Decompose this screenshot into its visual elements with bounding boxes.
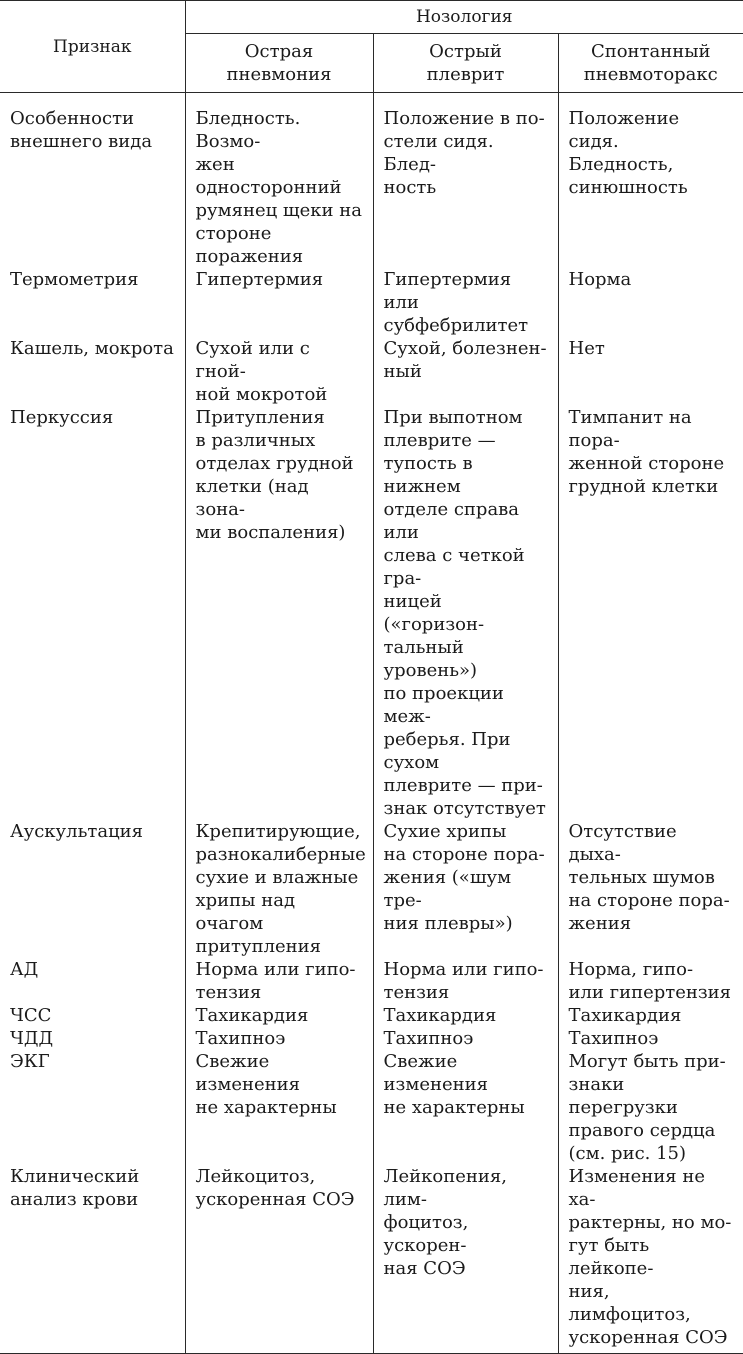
table-row (0, 958, 743, 1004)
cell-text: АД (0, 958, 185, 981)
cell-text: Положение сидя. Бледность, синюшность (559, 107, 743, 199)
cell-text: Бледность. Возмо- жен односторонний румянец щеки на стороне поражения (186, 107, 373, 268)
table-body (0, 93, 743, 1354)
cell-text: Могут быть при- знаки перегрузки правого сердца (см. рис. 15) (559, 1050, 743, 1165)
nosology-header-label: Нозология (416, 7, 513, 27)
column-header-pneumonia (185, 34, 373, 93)
pleurisy-cell (373, 1004, 558, 1027)
cell-text: Норма, гипо- или гипертензия (559, 958, 743, 1004)
pneumothorax-cell (558, 820, 743, 958)
cell-text: Лейкоцитоз, ускоренная СОЭ (186, 1165, 373, 1211)
column-header-label: Острый плеврит (374, 40, 558, 86)
cell-text: Перкуссия (0, 406, 185, 429)
cell-text: Нет (559, 337, 743, 360)
sign-cell (0, 820, 185, 958)
pneumonia-cell (185, 93, 373, 269)
pneumothorax-cell (558, 268, 743, 337)
cell-text: Тахипноэ (186, 1027, 373, 1050)
cell-text: Клинический анализ крови (0, 1165, 185, 1211)
pleurisy-cell (373, 268, 558, 337)
sign-cell (0, 958, 185, 1004)
cell-text: ЧДД (0, 1027, 185, 1050)
table-row (0, 93, 743, 269)
pleurisy-cell (373, 958, 558, 1004)
column-header-pleurisy (373, 34, 558, 93)
sign-header-label: Признак (53, 37, 131, 57)
cell-text: Крепитирующие, разнокалиберные сухие и влажные хрипы над очагом притупления (186, 820, 373, 958)
cell-text: Норма (559, 268, 743, 291)
sign-cell (0, 1004, 185, 1027)
pneumonia-cell (185, 820, 373, 958)
table-row (0, 1165, 743, 1354)
pneumonia-cell (185, 1050, 373, 1165)
cell-text: Положение в по- стели сидя. Блед- ность (374, 107, 558, 199)
cell-text: Свежие изменения не характерны (374, 1050, 558, 1119)
cell-text: Отсутствие дыха- тельных шумов на стороне пора- жения (559, 820, 743, 935)
cell-text: Особенности внешнего вида (0, 107, 185, 153)
pneumothorax-cell (558, 1165, 743, 1354)
cell-text: Тимпанит на пора- женной стороне грудной клетки (559, 406, 743, 498)
cell-text: Тахипноэ (559, 1027, 743, 1050)
cell-text: При выпотном плеврите — тупость в нижнем отделе справа или слева с четкой гра- ницей («горизон- тальный уровень») по проекции меж- реберья. При сухом плеврите — при- знак отсутствует (374, 406, 558, 820)
pleurisy-cell (373, 1027, 558, 1050)
pneumonia-cell (185, 958, 373, 1004)
sign-cell (0, 93, 185, 269)
pleurisy-cell (373, 1165, 558, 1354)
sign-column-header (0, 1, 185, 93)
pleurisy-cell (373, 337, 558, 406)
cell-text: Тахипноэ (374, 1027, 558, 1050)
pneumonia-cell (185, 1004, 373, 1027)
table-header (0, 1, 743, 93)
table-row (0, 268, 743, 337)
pleurisy-cell (373, 406, 558, 820)
pneumonia-cell (185, 337, 373, 406)
pneumonia-cell (185, 268, 373, 337)
table-row (0, 1027, 743, 1050)
cell-text: Тахикардия (559, 1004, 743, 1027)
pneumothorax-cell (558, 1004, 743, 1027)
table-row (0, 1004, 743, 1027)
sign-cell (0, 1050, 185, 1165)
cell-text: Термометрия (0, 268, 185, 291)
pneumothorax-cell (558, 93, 743, 269)
cell-text: Сухой или с гной- ной мокротой (186, 337, 373, 406)
pneumonia-cell (185, 1165, 373, 1354)
table-row (0, 406, 743, 820)
pneumothorax-cell (558, 1050, 743, 1165)
sign-cell (0, 1027, 185, 1050)
column-header-pneumothorax (558, 34, 743, 93)
column-header-label: Острая пневмония (186, 40, 373, 86)
pneumothorax-cell (558, 1027, 743, 1050)
cell-text: Гипертермия или субфебрилитет (374, 268, 558, 337)
cell-text: Сухой, болезнен- ный (374, 337, 558, 383)
pneumothorax-cell (558, 958, 743, 1004)
pneumonia-cell (185, 1027, 373, 1050)
pneumothorax-cell (558, 406, 743, 820)
cell-text: Притупления в различных отделах грудной клетки (над зона- ми воспаления) (186, 406, 373, 544)
cell-text: Гипертермия (186, 268, 373, 291)
pleurisy-cell (373, 820, 558, 958)
table-row (0, 1050, 743, 1165)
pleurisy-cell (373, 1050, 558, 1165)
header-row-group (0, 1, 743, 34)
cell-text: Норма или гипо- тензия (374, 958, 558, 1004)
sign-cell (0, 406, 185, 820)
sign-cell (0, 1165, 185, 1354)
nosology-group-header (185, 1, 743, 34)
pneumonia-cell (185, 406, 373, 820)
cell-text: Свежие изменения не характерны (186, 1050, 373, 1119)
cell-text: Сухие хрипы на стороне пора- жения («шум тре- ния плевры») (374, 820, 558, 935)
cell-text: Аускультация (0, 820, 185, 843)
cell-text: Изменения не ха- рактерны, но мо- гут быть лейкопе- ния, лимфоцитоз, ускоренная СОЭ (559, 1165, 743, 1349)
cell-text: ЭКГ (0, 1050, 185, 1073)
table-row (0, 820, 743, 958)
cell-text: Лейкопения, лим- фоцитоз, ускорен- ная СОЭ (374, 1165, 558, 1280)
pleurisy-cell (373, 93, 558, 269)
sign-cell (0, 268, 185, 337)
cell-text: Кашель, мокрота (0, 337, 185, 360)
sign-cell (0, 337, 185, 406)
pneumothorax-cell (558, 337, 743, 406)
cell-text: Тахикардия (186, 1004, 373, 1027)
cell-text: Тахикардия (374, 1004, 558, 1027)
table-row (0, 337, 743, 406)
cell-text: Норма или гипо- тензия (186, 958, 373, 1004)
cell-text: ЧСС (0, 1004, 185, 1027)
column-header-label: Спонтанный пневмоторакс (559, 40, 743, 86)
